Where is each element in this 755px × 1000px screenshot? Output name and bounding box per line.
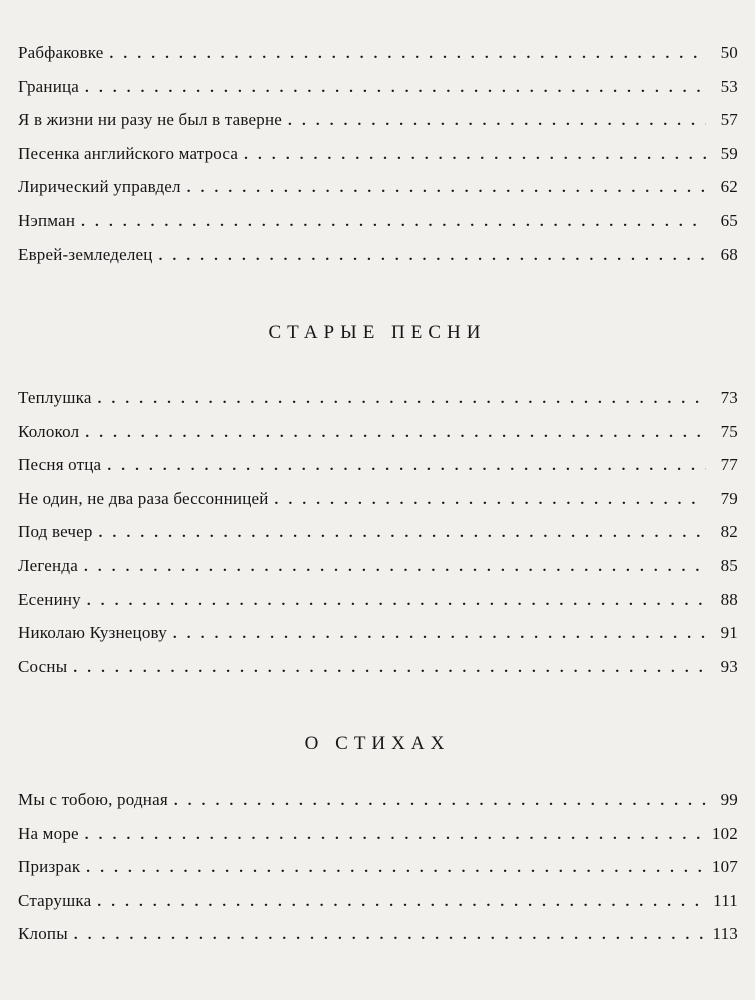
- toc-entry-title: Я в жизни ни разу не был в таверне: [18, 110, 283, 130]
- toc-entry[interactable]: [18, 783, 738, 817]
- toc-entry-title: На море: [18, 823, 79, 843]
- dot-leader: [238, 139, 706, 173]
- toc-entry-title: Призрак: [18, 857, 81, 877]
- toc-entry-title: Клопы: [18, 924, 68, 944]
- toc-entry-page: 88: [720, 589, 738, 609]
- toc-entry-page: 102: [711, 823, 738, 843]
- toc-section-1-entries: [18, 36, 738, 271]
- toc-entry-page: 57: [720, 110, 738, 130]
- toc-entry-page: 53: [720, 76, 738, 96]
- toc-entry[interactable]: [18, 884, 738, 918]
- dot-leader: [75, 206, 706, 240]
- toc-entry-title: Под вечер: [18, 522, 93, 542]
- dot-leader: [104, 38, 706, 72]
- toc-entry[interactable]: [18, 850, 738, 884]
- toc-entry-title: Николаю Кузнецову: [18, 623, 167, 643]
- toc-entry-title: Сосны: [18, 656, 68, 676]
- dot-leader: [67, 652, 706, 686]
- section-heading: О СТИХАХ: [304, 733, 451, 754]
- toc-entry-title: Песенка английского матроса: [18, 143, 239, 163]
- toc-section-2-entries: [18, 381, 738, 683]
- toc-entry-page: 113: [712, 924, 738, 944]
- dot-leader: [81, 585, 706, 619]
- toc-entry-page: 50: [720, 43, 738, 62]
- dot-leader: [79, 819, 706, 853]
- toc-entry-title: Не один, не два раза бессонницей: [18, 488, 269, 508]
- toc-entry-title: Мы с тобою, родная: [18, 790, 168, 809]
- dot-leader: [80, 852, 706, 886]
- toc-entry-page: 59: [720, 143, 738, 163]
- dot-leader: [153, 240, 706, 274]
- toc-entry-page: 65: [720, 210, 738, 230]
- toc-section-3-entries: [18, 783, 738, 951]
- toc-entry-title: Колокол: [18, 421, 80, 441]
- toc-entry[interactable]: [18, 103, 738, 137]
- toc-entry-title: Рабфаковке: [18, 43, 104, 62]
- dot-leader: [91, 886, 706, 920]
- toc-entry-page: 111: [713, 890, 738, 910]
- toc-entry[interactable]: [18, 650, 738, 684]
- dot-leader: [167, 618, 706, 652]
- toc-entry-title: Теплушка: [18, 388, 92, 407]
- dot-leader: [78, 551, 706, 585]
- toc-entry[interactable]: [18, 616, 738, 650]
- dot-leader: [68, 919, 706, 953]
- toc-entry-title: Еврей-земледелец: [18, 244, 153, 264]
- toc-entry-title: Старушка: [18, 890, 92, 910]
- toc-entry-page: 99: [720, 790, 738, 809]
- toc-entry[interactable]: [18, 170, 738, 204]
- dot-leader: [282, 105, 706, 139]
- toc-entry-title: Нэпман: [18, 210, 76, 230]
- toc-entry[interactable]: [18, 70, 738, 104]
- toc-entry-page: 75: [720, 421, 738, 441]
- dot-leader: [269, 484, 706, 518]
- toc-entry[interactable]: [18, 583, 738, 617]
- toc-entry[interactable]: [18, 36, 738, 70]
- toc-entry-page: 68: [720, 244, 738, 264]
- toc-entry-page: 85: [720, 555, 738, 575]
- toc-entry-title: Песня отца: [18, 455, 102, 475]
- toc-entry-page: 77: [720, 455, 738, 475]
- dot-leader: [93, 517, 706, 551]
- toc-entry[interactable]: [18, 549, 738, 583]
- toc-entry[interactable]: [18, 917, 738, 951]
- dot-leader: [79, 72, 706, 106]
- toc-entry-title: Граница: [18, 76, 80, 96]
- toc-entry[interactable]: [18, 448, 738, 482]
- toc-entry[interactable]: [18, 204, 738, 238]
- toc-entry-page: 73: [720, 388, 738, 407]
- toc-entry[interactable]: [18, 515, 738, 549]
- toc-entry[interactable]: [18, 482, 738, 516]
- toc-entry-page: 62: [720, 177, 738, 197]
- toc-entry[interactable]: [18, 238, 738, 272]
- toc-entry-page: 91: [720, 623, 738, 643]
- toc-entry[interactable]: [18, 415, 738, 449]
- toc-entry-page: 107: [711, 857, 738, 877]
- dot-leader: [101, 450, 706, 484]
- section-heading: СТАРЫЕ ПЕСНИ: [268, 322, 487, 343]
- toc-entry-page: 93: [720, 656, 738, 676]
- dot-leader: [79, 417, 706, 451]
- dot-leader: [181, 172, 706, 206]
- toc-entry-title: Есенину: [18, 589, 81, 609]
- toc-entry[interactable]: [18, 137, 738, 171]
- toc-entry-title: Легенда: [18, 555, 78, 575]
- toc-entry-page: 82: [720, 522, 738, 542]
- toc-entry[interactable]: [18, 381, 738, 415]
- dot-leader: [168, 785, 706, 819]
- toc-entry[interactable]: [18, 817, 738, 851]
- toc-entry-page: 79: [720, 488, 738, 508]
- dot-leader: [92, 383, 706, 417]
- toc-entry-title: Лирический управдел: [18, 177, 181, 197]
